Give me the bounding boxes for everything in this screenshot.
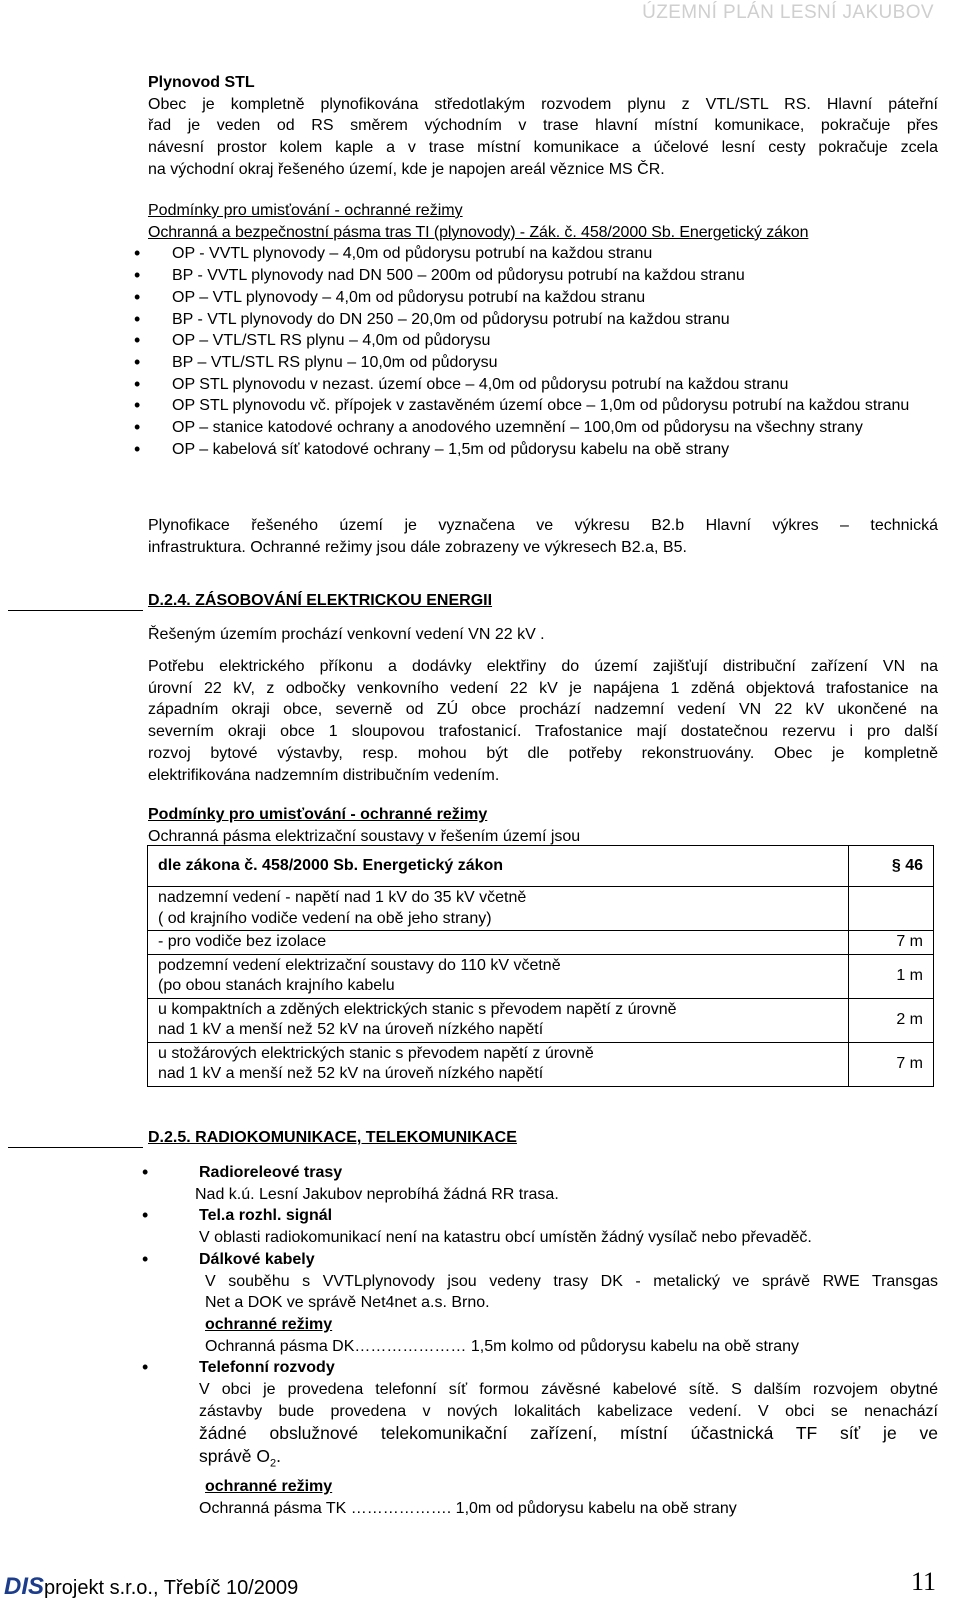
footer-brand-logo: DIS [4, 1573, 45, 1600]
gas-para-line: řad je veden od RS směrem východním v trase hlavní místní komunikace, pokračuje přes [148, 117, 938, 135]
table-row [148, 887, 934, 931]
table-cell-value: 7 m [849, 931, 934, 955]
list-item: • BP – VTL/STL RS plynu – 10,0m od půdorysu [136, 352, 938, 374]
list-item: • OP STL plynovodu v nezast. území obce – 4,0m od půdorysu potrubí na každou stranu [136, 374, 938, 396]
list-item: • OP – stanice katodové ochrany a anodového uzemnění – 100,0m od půdorysu na všechny strany [136, 417, 938, 439]
telecom-item-title: • Tel.a rozhl. signál [199, 1207, 333, 1225]
gas-zone-list [136, 243, 938, 460]
gas-closing-line: Plynofikace řešeného území je vyznačena ve výkresu B2.b Hlavní výkres – technická [148, 517, 938, 534]
table-cell-value [849, 887, 934, 931]
list-item: • OP – VTL plynovody – 4,0m od půdorysu potrubí na každou stranu [136, 287, 938, 309]
gas-conditions-title: Podmínky pro umisťování - ochranné režimy [148, 202, 463, 219]
document-header-title: ÚZEMNÍ PLÁN LESNÍ JAKUBOV [642, 2, 934, 23]
section-heading-electricity: D.2.4. ZÁSOBOVÁNÍ ELEKTRICKOU ENERGII [148, 592, 493, 609]
list-item: • OP – kabelová síť katodové ochrany – 1,5m od půdorysu kabelu na obě strany [136, 439, 938, 461]
table-header-value: § 46 [849, 846, 934, 887]
list-item [144, 1357, 938, 1519]
gas-title: Plynovod STL [148, 74, 255, 91]
table-cell-label: nadzemní vedení - napětí nad 1 kV do 35 kV včetně ( od krajního vodiče vedení na obě jeho strany) [148, 887, 849, 931]
gas-conditions [148, 200, 938, 460]
gas-para-line: na východní okraj řešeného území, kde je napojen areál věznice MS ČR. [148, 160, 665, 178]
list-item: • BP - VVTL plynovody nad DN 500 – 200m od půdorysu potrubí na každou stranu [136, 265, 938, 287]
table-row [148, 954, 934, 998]
regime-text: Ochranná pásma DK………………… 1,5m kolmo od půdorysu kabelu na obě strany [205, 1337, 800, 1355]
gas-closing [148, 515, 938, 558]
telecom-item-text: V obci je provedena telefonní síť formou závěsné kabelové sítě. S dalším rozvojem obytné zástavby bude provedena v nových lokalitách kabelizace vedení. V obci se nenachází žádné obslužnové telekomunikační zařízení, místní účastnická TF síť je ve správě $O_2$. ochranné režimy Ochranná pásma TK ………………. 1,0m od půdorysu kabelu na obě strany [199, 1379, 938, 1519]
protection-zones-table [147, 845, 934, 1087]
regime-label: ochranné režimy [205, 1315, 333, 1333]
elec-conditions-subtitle: Ochranná pásma elektrizační soustavy v řešením území jsou [148, 827, 581, 845]
footer-company [4, 1573, 298, 1601]
list-item: • BP - VTL plynovody do DN 250 – 20,0m od půdorysu potrubí na každou stranu [136, 309, 938, 331]
table-header-label: dle zákona č. 458/2000 Sb. Energetický zákon [148, 846, 849, 887]
elec-para-line: severním okraji obce 1 sloupovou trafostanicí. Trafostanice mají dostatečnou rezervu i pro další [148, 723, 938, 741]
table-row [148, 931, 934, 955]
gas-conditions-subtitle: Ochranná a bezpečnostní pásma tras TI (plynovody) - Zák. č. 458/2000 Sb. Energetický zákon [148, 223, 809, 241]
telecom-item-title: • Telefonní rozvody [199, 1359, 335, 1377]
heading-rule [8, 1147, 143, 1148]
table-row [148, 998, 934, 1042]
heading-rule [8, 610, 143, 611]
regime-label: ochranné režimy [205, 1477, 333, 1495]
table-cell-label: u stožárových elektrických stanic s převodem napětí z úrovně nad 1 kV a menší než 52 kV na úroveň nízkého napětí [148, 1042, 849, 1086]
section-heading-telecom: D.2.5. RADIOKOMUNIKACE, TELEKOMUNIKACE [148, 1129, 517, 1146]
table-cell-label: podzemní vedení elektrizační soustavy do 110 kV včetně (po obou stanách krajního kabelu [148, 954, 849, 998]
gas-para-line: Obec je kompletně plynofikována středotlakým rozvodem plynu z VTL/STL RS. Hlavní páteřní [148, 95, 938, 113]
page-number: 11 [910, 1567, 936, 1596]
list-item: • OP STL plynovodu vč. přípojek v zastavěném území obce – 1,0m od půdorysu potrubí na každou stranu [136, 395, 938, 417]
telecom-item-text: V oblasti radiokomunikací není na katastru obcí umístěn žádný vysílač nebo převaděč. [199, 1229, 812, 1247]
elec-intro [148, 624, 938, 646]
elec-conditions [148, 804, 938, 847]
telecom-item-text: Nad k.ú. Lesní Jakubov neprobíhá žádná RR trasa. [195, 1185, 559, 1203]
gas-para-line: návesní prostor kolem kaple a v trase místní komunikace a účelové lesní cesty pokračuje zcela [148, 139, 938, 157]
elec-para-line: rozvoj bytové výstavby, resp. mohou být dle potřeby rekonstruovány. Obec je kompletně [148, 744, 938, 762]
list-item: • OP – VTL/STL RS plynu – 4,0m od půdorysu [136, 330, 938, 352]
table-cell-label: - pro vodiče bez izolace [148, 931, 849, 955]
elec-conditions-title: Podmínky pro umisťování - ochranné režimy [148, 806, 488, 823]
list-item: • OP - VVTL plynovody – 4,0m od půdorysu potrubí na každou stranu [136, 243, 938, 265]
elec-para-line: Potřebu elektrického příkonu a dodávky elektřiny do území zajišťují distribuční zařízení VN na [148, 658, 938, 675]
gas-section [148, 72, 938, 181]
telecom-list [144, 1162, 938, 1519]
telecom-section [148, 1162, 938, 1519]
regime-text: Ochranná pásma TK ………………. 1,0m od půdorysu kabelu na obě strany [199, 1499, 737, 1517]
elec-line: Řešeným územím prochází venkovní vedení VN 22 kV . [148, 626, 545, 643]
elec-para-line: západním okraji obce, severně od ZÚ obce prochází nadzemní vedení VN 22 kV ukončené na [148, 701, 938, 719]
list-item [144, 1162, 938, 1205]
footer-company-text: projekt s.r.o., Třebíč 10/2009 [44, 1577, 299, 1599]
list-item [144, 1249, 938, 1358]
table-row [148, 1042, 934, 1086]
elec-para-line: elektrifikována nadzemním distribučním vedením. [148, 766, 500, 784]
table-header-row [148, 846, 934, 887]
elec-para-line: úrovní 22 kV, z odbočky venkovního vedení 22 kV je napájena 1 zděná objektová trafostanice na [148, 679, 938, 697]
table-cell-value: 1 m [849, 954, 934, 998]
telecom-item-text: V souběhu s VVTLplynovody jsou vedeny trasy DK - metalický ve správě RWE Transgas Net a DOK ve správě Net4net a.s. Brno. ochranné režimy Ochranná pásma DK………………… 1,5m kolmo od půdorysu kabelu na obě strany [199, 1271, 938, 1358]
table-cell-value: 7 m [849, 1042, 934, 1086]
table-cell-label: u kompaktních a zděných elektrických stanic s převodem napětí z úrovně nad 1 kV a menší než 52 kV na úroveň nízkého napětí [148, 998, 849, 1042]
list-item [144, 1205, 938, 1248]
table-cell-value: 2 m [849, 998, 934, 1042]
elec-paragraph [148, 656, 938, 786]
telecom-item-title: • Radioreleové trasy [199, 1164, 343, 1181]
telecom-item-title: • Dálkové kabely [199, 1250, 315, 1268]
gas-closing-line: infrastruktura. Ochranné režimy jsou dále zobrazeny ve výkresech B2.a, B5. [148, 538, 687, 556]
